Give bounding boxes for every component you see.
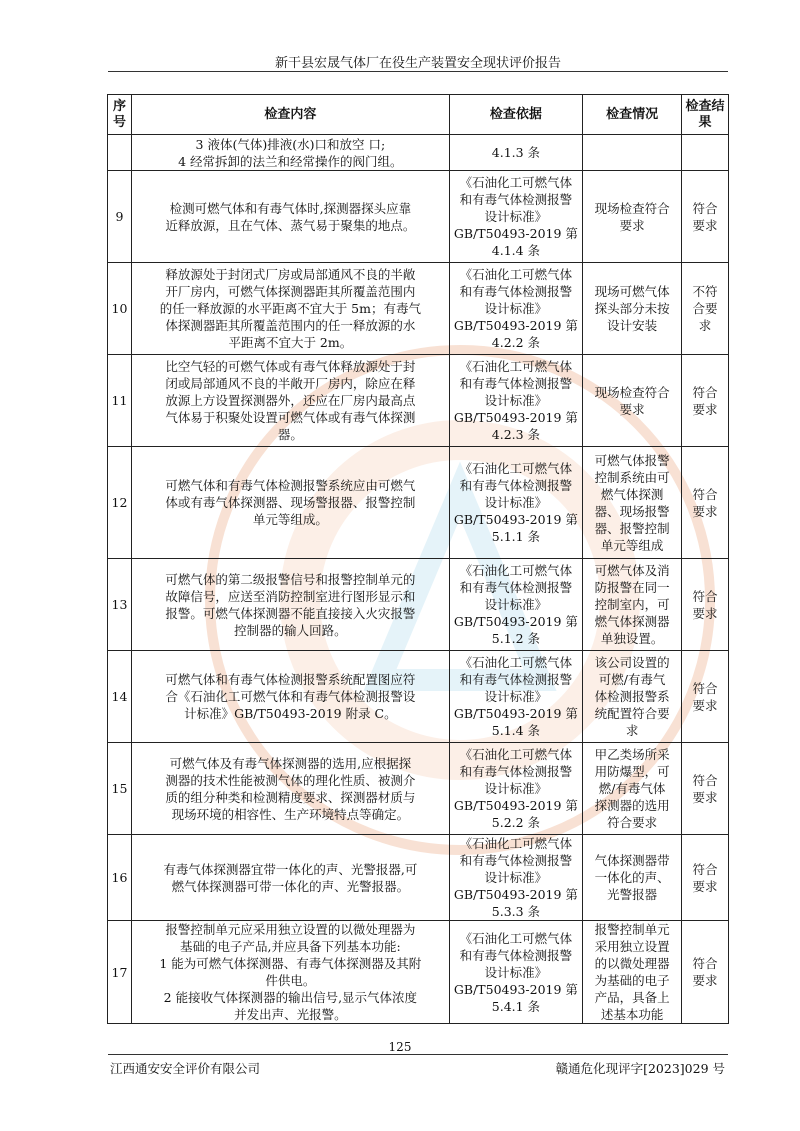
cell-basis-line: GB/T50493-2019 第 [453,410,578,425]
cell-content-line: 可燃气体和有毒气体检测报警系统应由可燃气 [165,478,416,493]
cell-status-line: 采用独立设置 [594,939,670,954]
cell-result-line: 合要 [692,301,718,316]
cell-basis-line: GB/T50493-2019 第 [453,226,578,241]
header-status: 检查情况 [583,95,682,135]
cell-content [131,355,449,447]
cell-status-line: 求 [625,723,639,738]
cell-no [108,135,132,171]
cell-basis-line: 《石油化工可燃气体 [459,175,573,190]
cell-status-line: 的以微处理器 [594,956,670,971]
cell-basis-line: 4.1.4 条 [491,243,541,258]
cell-status-line: 可燃/有毒气 [598,672,666,687]
cell-result-line: 符合 [692,588,718,604]
table-row [108,355,729,447]
cell-status-line: 符合要求 [607,815,658,830]
cell-result-line: 求 [698,318,712,333]
cell-status-line: 燃气体探测 [600,486,664,502]
cell-no: 9 [108,171,132,263]
cell-basis-line: 5.1.2 条 [491,631,541,646]
cell-basis-line: 《石油化工可燃气体 [459,461,573,476]
cell-basis-line: 5.1.4 条 [491,723,541,738]
cell-basis-line: 5.2.2 条 [491,815,541,830]
cell-status [583,835,682,921]
cell-basis-line: GB/T50493-2019 第 [453,981,578,997]
cell-status-line: 现场检查符合 [594,200,670,216]
table-row [108,135,729,171]
cell-result [682,447,729,559]
cell-status-line: 光警报器 [607,887,658,902]
cell-status [583,651,682,743]
cell-content-line: 闭或局部通风不良的半敞开厂房内，除应在释 [165,376,416,391]
cell-basis-line: 和有毒气体检测报警 [459,764,573,779]
cell-result-line: 符合 [692,861,718,877]
cell-status-line: 器、报警控制 [594,520,670,536]
cell-content-line: 件供电。 [265,973,316,988]
cell-basis-line: 4.2.3 条 [491,427,541,442]
cell-basis-line: GB/T50493-2019 第 [453,614,578,629]
cell-basis-line: 《石油化工可燃气体 [459,747,573,762]
cell-status-line: 要求 [619,217,645,233]
cell-content-line: 报警。可燃气体探测器不能直接接入火灾报警 [165,605,416,621]
cell-status-line: 设计安装 [607,318,658,333]
cell-status-line: 防报警在同一 [594,580,670,595]
cell-basis-line: 4.1.3 条 [491,145,541,160]
cell-basis [449,447,582,559]
cell-result-line: 要求 [692,605,718,621]
cell-result-line: 要求 [692,973,718,988]
cell-result-line: 要求 [692,401,718,417]
cell-status-line: 控制系统由可 [594,469,670,485]
cell-content-line: 2 能接收气体探测器的输出信号,显示气体浓度 [163,990,418,1005]
cell-basis-line: 和有毒气体检测报警 [459,947,573,963]
cell-status-line: 产品，具备上 [594,990,670,1005]
cell-basis-line: 设计标准》 [484,495,548,510]
cell-status-line: 可燃气体及消 [594,563,670,578]
cell-content-line: 报警控制单元应采用独立设置的以微处理器为 [165,922,416,937]
cell-basis-line: 设计标准》 [484,781,548,796]
cell-basis-line: GB/T50493-2019 第 [453,706,578,721]
cell-basis-line: 设计标准》 [484,597,548,612]
table-row [108,921,729,1024]
cell-content [131,171,449,263]
cell-content-line: 测器的技术性能被测气体的理化性质、被测介 [165,772,416,788]
cell-basis [449,921,582,1024]
table-row [108,743,729,835]
cell-result-line: 符合 [692,200,718,216]
cell-result [682,651,729,743]
cell-status-line: 现场检查符合 [594,384,670,400]
table-body [108,135,729,1024]
cell-status-line: 用防爆型，可 [594,764,670,779]
cell-content-line: 检测可燃气体和有毒气体时,探测器探头应靠 [169,200,412,216]
cell-content-line: 有毒气体探测器宜带一体化的声、光警报器,可 [163,861,418,877]
cell-status-line: 体检测报警系 [594,689,670,704]
cell-content-line: 计标准》GB/T50493-2019 附录 C。 [184,706,397,721]
cell-result [682,355,729,447]
cell-no: 15 [108,743,132,835]
cell-content-line: 平距离不宜大于 2m。 [228,335,353,350]
cell-content-line: 燃气体探测器可带一体化的声、光警报器。 [171,878,410,894]
cell-content [131,135,449,171]
cell-basis [449,743,582,835]
cell-basis-line: 《石油化工可燃气体 [459,836,573,851]
cell-content-line: 4 经常拆卸的法兰和经常操作的阀门组。 [178,153,403,169]
cell-status [583,263,682,355]
cell-status [583,171,682,263]
cell-result [682,135,729,171]
cell-content [131,743,449,835]
cell-content [131,263,449,355]
header-basis: 检查依据 [449,95,582,135]
cell-no: 12 [108,447,132,559]
cell-content-line: 合《石油化工可燃气体和有毒气体检测报警设 [165,689,416,704]
cell-content-line: 3 液体(气体)排液(水)口和放空 口; [195,136,386,152]
cell-basis [449,171,582,263]
footer-company: 江西通安安全评价有限公司 [110,1061,261,1076]
cell-basis-line: GB/T50493-2019 第 [453,887,578,902]
table-row [108,835,729,921]
table-row [108,559,729,651]
cell-result [682,171,729,263]
cell-basis [449,651,582,743]
cell-basis-line: 设计标准》 [484,393,548,408]
cell-content [131,835,449,921]
cell-result [682,921,729,1024]
cell-content-line: 质的组分种类和检测精度要求、探测器材质与 [165,789,416,805]
header-no: 序号 [108,95,132,135]
cell-status-line: 可燃气体报警 [594,452,670,468]
cell-result [682,743,729,835]
cell-basis-line: 和有毒气体检测报警 [459,478,573,493]
cell-basis-line: 和有毒气体检测报警 [459,672,573,687]
cell-result-line: 符合 [692,772,718,788]
cell-status-line: 燃气体探测器 [594,614,670,629]
cell-result-line: 要求 [692,503,718,519]
cell-content-line: 体或有毒气体探测器、现场警报器、报警控制 [165,495,416,510]
cell-basis-line: 和有毒气体检测报警 [459,580,573,595]
cell-status-line: 探测器的选用 [594,798,670,813]
cell-basis-line: 5.1.1 条 [491,529,541,544]
cell-status-line: 探头部分未按 [594,301,670,316]
cell-content-line: 单元等组成。 [252,512,328,527]
cell-basis-line: 《石油化工可燃气体 [459,930,573,946]
cell-content-line: 控制器的输人回路。 [234,622,347,638]
inspection-table [107,94,729,1024]
cell-basis [449,263,582,355]
cell-status [583,135,682,171]
cell-result [682,559,729,651]
cell-status [583,743,682,835]
cell-basis-line: 4.2.2 条 [491,335,541,350]
cell-content-line: 可燃气体的第二级报警信号和报警控制单元的 [165,571,416,587]
cell-basis [449,835,582,921]
cell-status-line: 单独设置。 [600,631,664,646]
cell-status-line: 该公司设置的 [594,655,670,670]
cell-basis-line: GB/T50493-2019 第 [453,318,578,333]
cell-no: 11 [108,355,132,447]
cell-result [682,835,729,921]
table-row [108,447,729,559]
cell-basis-line: 《石油化工可燃气体 [459,563,573,578]
header-rule [108,71,728,72]
cell-content [131,447,449,559]
cell-status-line: 甲乙类场所采 [594,747,670,762]
footer-report-number: 赣通危化现评字[2023]029 号 [555,1061,725,1076]
cell-result-line: 要求 [692,789,718,805]
header-result: 检查结果 [682,95,729,135]
cell-content [131,921,449,1024]
cell-basis-line: 和有毒气体检测报警 [459,284,573,299]
cell-status-line: 要求 [619,401,645,417]
cell-content-line: 故障信号，应送至消防控制室进行图形显示和 [165,588,416,604]
cell-content-line: 可燃气体及有毒气体探测器的选用,应根据探 [169,755,412,771]
cell-basis-line: 《石油化工可燃气体 [459,359,573,374]
cell-status-line: 统配置符合要 [594,706,670,721]
cell-basis [449,135,582,171]
cell-status [583,355,682,447]
cell-no: 10 [108,263,132,355]
cell-basis-line: 和有毒气体检测报警 [459,192,573,207]
table-header-row [108,95,729,135]
table-row [108,171,729,263]
cell-result-line: 要求 [692,697,718,713]
cell-status-line: 气体探测器带 [594,853,670,868]
cell-basis [449,559,582,651]
cell-status-line: 单元等组成 [600,537,664,553]
cell-status [583,921,682,1024]
cell-basis-line: GB/T50493-2019 第 [453,512,578,527]
cell-content-line: 器。 [277,427,303,442]
cell-status-line: 述基本功能 [600,1007,664,1022]
cell-content-line: 体探测器距其所覆盖范围内的任一释放源的水 [165,318,416,333]
cell-result-line: 符合 [692,486,718,502]
cell-status-line: 为基础的电子 [594,973,670,988]
header-content: 检查内容 [131,95,449,135]
cell-content-line: 基础的电子产品,并应具备下列基本功能: [180,939,401,954]
footer-rule [108,1054,728,1055]
cell-content-line: 并发出声、光报警。 [234,1007,347,1022]
cell-basis-line: 设计标准》 [484,209,548,224]
cell-content-line: 开厂房内，可燃气体探测器距其所覆盖范围内 [165,284,416,299]
cell-content-line: 放源上方设置探测器外，还应在厂房内最高点 [165,393,416,408]
page-number: 125 [388,1040,412,1054]
cell-no: 17 [108,921,132,1024]
cell-content-line: 比空气轻的可燃气体或有毒气体释放源处于封 [165,359,416,374]
cell-status-line: 现场可燃气体 [594,284,670,299]
cell-result-line: 符合 [692,384,718,400]
cell-status-line: 控制室内，可 [594,597,670,612]
table-row [108,651,729,743]
cell-basis-line: 《石油化工可燃气体 [459,267,573,282]
cell-basis-line: GB/T50493-2019 第 [453,798,578,813]
cell-content-line: 近释放源，且在气体、蒸气易于聚集的地点。 [165,217,416,233]
cell-content-line: 现场环境的相容性、生产环境特点等确定。 [171,806,410,822]
cell-content [131,651,449,743]
cell-result-line: 符合 [692,680,718,696]
cell-status-line: 器、现场报警 [594,503,670,519]
cell-content-line: 气体易于积聚处设置可燃气体或有毒气体探测 [165,410,416,425]
cell-basis-line: 5.3.3 条 [491,904,541,919]
cell-status-line: 燃/有毒气体 [598,781,666,796]
cell-basis-line: 设计标准》 [484,301,548,316]
cell-result [682,263,729,355]
cell-basis-line: 和有毒气体检测报警 [459,853,573,868]
cell-status-line: 报警控制单元 [594,922,670,937]
cell-result-line: 符合 [692,956,718,971]
cell-status [583,447,682,559]
cell-content-line: 的任一释放源的水平距离不宜大于 5m；有毒气 [159,301,421,316]
cell-content-line: 1 能为可燃气体探测器、有毒气体探测器及其附 [159,956,422,971]
cell-basis [449,355,582,447]
cell-no: 13 [108,559,132,651]
cell-basis-line: 设计标准》 [484,964,548,980]
cell-no: 16 [108,835,132,921]
cell-status [583,559,682,651]
cell-status-line: 一体化的声、 [594,870,670,885]
cell-basis-line: 和有毒气体检测报警 [459,376,573,391]
cell-content [131,559,449,651]
cell-content-line: 释放源处于封闭式厂房或局部通风不良的半敞 [165,267,416,282]
cell-basis-line: 《石油化工可燃气体 [459,655,573,670]
cell-basis-line: 5.4.1 条 [491,998,541,1014]
page-header: 新干县宏晟气体厂在役生产装置安全现状评价报告 [274,56,561,71]
cell-basis-line: 设计标准》 [484,870,548,885]
cell-result-line: 要求 [692,217,718,233]
cell-content-line: 可燃气体和有毒气体检测报警系统配置图应符 [165,672,416,687]
cell-basis-line: 设计标准》 [484,689,548,704]
table-row [108,263,729,355]
cell-result-line: 要求 [692,878,718,894]
cell-no: 14 [108,651,132,743]
cell-result-line: 不符 [692,284,718,299]
